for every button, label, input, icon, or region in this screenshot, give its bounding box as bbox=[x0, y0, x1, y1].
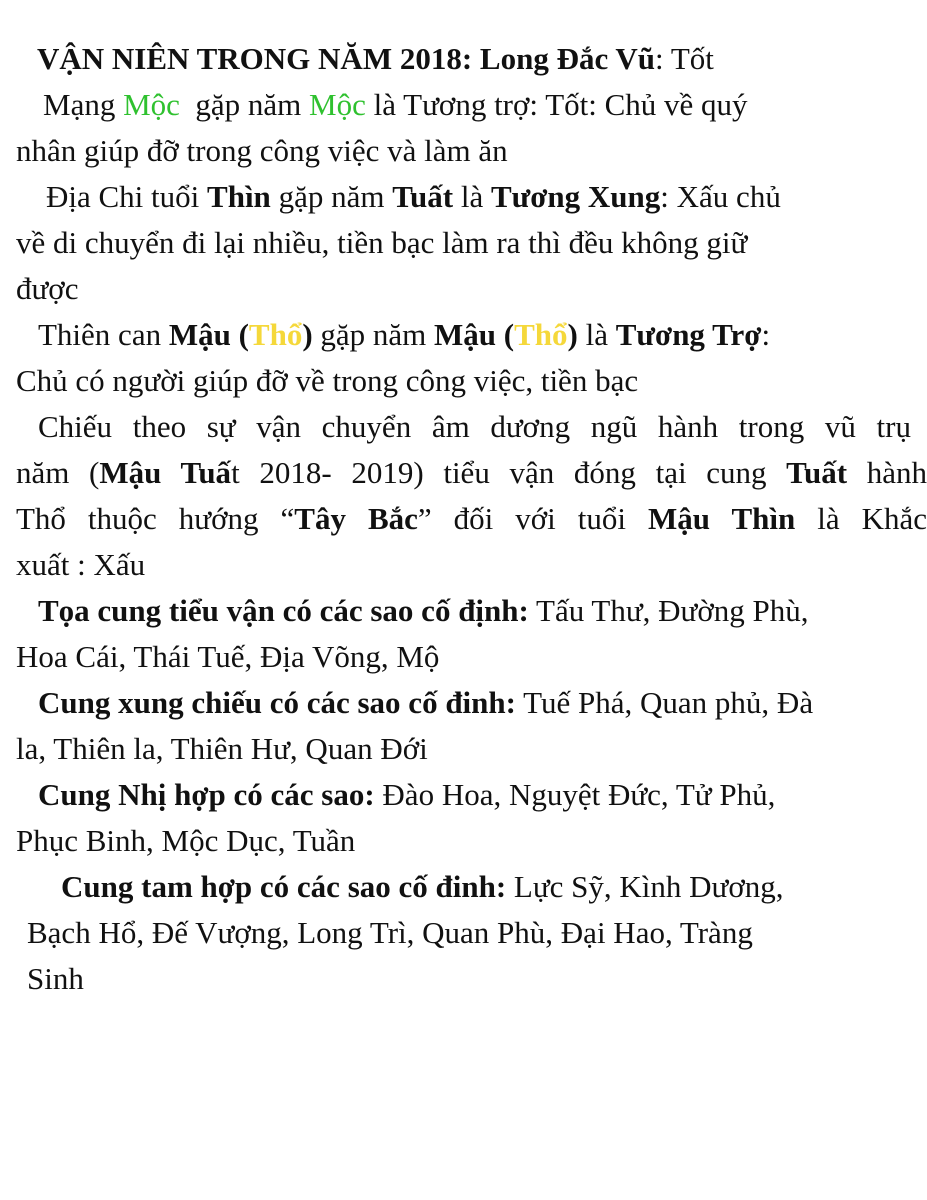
xung-chieu-line-2: la, Thiên la, Thiên Hư, Quan Đới bbox=[16, 731, 428, 766]
nhi-hop-stars: Đào Hoa, Nguyệt Đức, Tử Phủ, bbox=[374, 777, 776, 812]
menh-text: gặp năm bbox=[179, 87, 310, 122]
dia-chi-text: Địa Chi tuổi bbox=[46, 179, 208, 214]
thien-can-line-2: Chủ có người giúp đỡ về trong công việc, tiền bạc bbox=[16, 363, 639, 398]
toa-cung-line-1 bbox=[38, 588, 809, 634]
chieu-text: t 2018- 2019) tiểu vận đóng tại cung bbox=[231, 455, 787, 490]
nhi-hop-line-1 bbox=[38, 772, 775, 818]
heading-verdict: : Tốt bbox=[655, 41, 714, 76]
thien-can-text: là bbox=[577, 317, 616, 352]
dia-chi-relation: Tương Xung bbox=[490, 179, 661, 214]
year-element: Mộc bbox=[309, 87, 366, 122]
nhi-hop-label: Cung Nhị hợp có các sao: bbox=[38, 777, 375, 812]
heading-line bbox=[37, 36, 714, 82]
dia-chi-text: gặp năm bbox=[270, 179, 393, 214]
chieu-line-4: xuất : Xấu bbox=[16, 547, 146, 582]
tam-hop-label: Cung tam hợp có các sao cố đinh: bbox=[61, 869, 507, 904]
tam-hop-line-1 bbox=[61, 864, 784, 910]
tam-hop-line-2: Bạch Hổ, Đế Vượng, Long Trì, Quan Phù, Đại Hao, Tràng bbox=[27, 915, 753, 950]
thien-can-paren: ) bbox=[302, 317, 313, 352]
chieu-text: ” đối với tuổi bbox=[417, 501, 648, 536]
chieu-palace: Tuất bbox=[786, 455, 848, 490]
chieu-year: Mậu Tuấ bbox=[99, 455, 232, 490]
thien-can-relation: Tương Trợ bbox=[615, 317, 762, 352]
menh-line-1 bbox=[43, 82, 748, 128]
dia-chi-text: : Xấu chủ bbox=[660, 179, 781, 214]
thien-can-text: : bbox=[761, 317, 771, 352]
thien-can-text: gặp năm bbox=[312, 317, 435, 352]
menh-text: Mạng bbox=[43, 87, 124, 122]
toa-cung-stars: Tấu Thư, Đường Phù, bbox=[528, 593, 809, 628]
xung-chieu-stars: Tuế Phá, Quan phủ, Đà bbox=[515, 685, 814, 720]
nhi-hop-line-2: Phục Binh, Mộc Dục, Tuần bbox=[16, 823, 356, 858]
chieu-text: là Khắc bbox=[795, 501, 927, 536]
chieu-text: hành bbox=[847, 455, 927, 490]
dia-chi-text: là bbox=[453, 179, 491, 214]
thien-can-text: Thiên can bbox=[38, 317, 169, 352]
menh-element: Mộc bbox=[123, 87, 180, 122]
toa-cung-line-2: Hoa Cái, Thái Tuế, Địa Võng, Mộ bbox=[16, 639, 440, 674]
chieu-age: Mậu Thìn bbox=[648, 501, 796, 536]
tam-hop-line-3: Sinh bbox=[27, 961, 84, 996]
menh-line-2: nhân giúp đỡ trong công việc và làm ăn bbox=[16, 133, 508, 168]
dia-chi-age: Thìn bbox=[207, 179, 271, 214]
heading-title: VẬN NIÊN TRONG NĂM 2018: Long Đắc Vũ bbox=[37, 41, 656, 76]
dia-chi-line-2: về di chuyển đi lại nhiều, tiền bạc làm ra thì đều không giữ bbox=[16, 225, 748, 260]
thien-can-line-1 bbox=[38, 312, 770, 358]
xung-chieu-line-1 bbox=[38, 680, 813, 726]
xung-chieu-label: Cung xung chiếu có các sao cố đinh: bbox=[38, 685, 516, 720]
toa-cung-label: Tọa cung tiểu vận có các sao cố định: bbox=[38, 593, 529, 628]
thien-can-stem: Mậu ( bbox=[168, 317, 249, 352]
dia-chi-year: Tuất bbox=[392, 179, 454, 214]
chieu-line-3 bbox=[16, 496, 927, 542]
thien-can-element: Thổ bbox=[248, 317, 303, 352]
dia-chi-line-1 bbox=[46, 174, 781, 220]
chieu-direction: Tây Bắc bbox=[294, 501, 418, 536]
menh-text: là Tương trợ: Tốt: Chủ về quý bbox=[365, 87, 748, 122]
chieu-text: Thổ thuộc hướng “ bbox=[16, 501, 295, 536]
chieu-line-1: Chiếu theo sự vận chuyển âm dương ngũ hành trong vũ trụ bbox=[38, 409, 911, 444]
tam-hop-stars: Lực Sỹ, Kình Dương, bbox=[506, 869, 784, 904]
thien-can-year-element: Thổ bbox=[514, 317, 568, 352]
dia-chi-line-3: được bbox=[16, 271, 79, 306]
thien-can-paren: ) bbox=[567, 317, 578, 352]
chieu-text: năm ( bbox=[16, 455, 100, 490]
chieu-line-2 bbox=[16, 450, 927, 496]
thien-can-year-stem: Mậu ( bbox=[434, 317, 515, 352]
